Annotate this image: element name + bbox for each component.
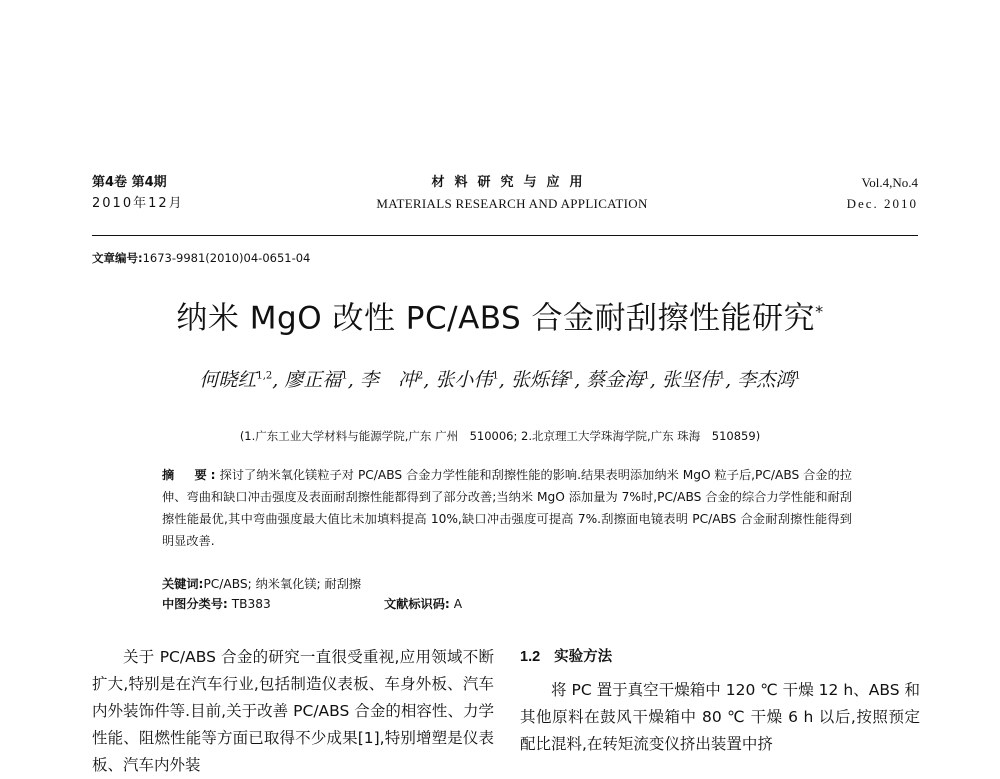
article-number-label: 文章编号: <box>92 251 143 265</box>
date-english-text: Dec. 2010 <box>846 196 918 211</box>
body-column-left <box>92 644 494 779</box>
author: 张烁锋$^1$, <box>510 369 587 392</box>
author-name: 廖正福 <box>284 369 342 392</box>
author-name: 何晓红 <box>199 369 257 392</box>
header-rule <box>92 235 918 236</box>
body-column-right <box>520 644 920 758</box>
author-affiliation-mark: 2 <box>416 371 424 382</box>
journal-name <box>312 172 712 214</box>
classification-label: 中图分类号: <box>162 597 228 611</box>
paper-title-text: 纳米 MgO 改性 PC/ABS 合金耐刮擦性能研究 <box>176 300 816 337</box>
author: 张小伟$^1$, <box>435 369 511 392</box>
article-number-value: 1673-9981(2010)04-0651-04 <box>142 251 311 265</box>
author-affiliation-mark: 1 <box>794 371 801 382</box>
author-affiliation-mark: 1 <box>341 371 348 382</box>
classification-value: TB383 <box>231 597 271 611</box>
keywords <box>162 574 361 594</box>
keywords-text: PC/ABS; 纳米氧化镁; 耐刮擦 <box>203 577 362 591</box>
author: 张坚伟$^1$, <box>661 369 738 392</box>
author: 蔡金海$^1$, <box>586 369 662 392</box>
author-name: 蔡金海 <box>586 369 644 392</box>
author-affiliation-mark: 1 <box>567 371 575 382</box>
author: 何晓红$^{1,2}$, <box>199 369 285 392</box>
document-code <box>384 594 462 614</box>
title-footnote-mark: * <box>815 302 824 321</box>
section-title: 实验方法 <box>554 649 613 665</box>
author-affiliation-mark: 1 <box>718 371 726 382</box>
author-name: 李杰鸿 <box>737 369 795 392</box>
running-header <box>92 172 918 226</box>
section-number: 1.2 <box>520 649 541 665</box>
classification <box>162 594 762 614</box>
author-affiliation-mark: 1 <box>643 371 650 382</box>
section-heading <box>520 644 920 671</box>
author-affiliation-mark: 1 <box>492 371 499 382</box>
publication-date-text: 2010年12月 <box>92 196 184 211</box>
journal-name-english: MATERIALS RESEARCH AND APPLICATION <box>376 196 648 211</box>
vol-no-text: Vol.4,No.4 <box>861 175 918 190</box>
method-paragraph: 将 PC 置于真空干燥箱中 120 ℃ 干燥 12 h、ABS 和其他原料在鼓风干燥箱中 80 ℃ 干燥 6 h 以后,按照预定配比混料,在转矩流变仪挤出装置中挤 <box>520 681 920 753</box>
affiliations: (1.广东工业大学材料与能源学院,广东 广州 510006; 2.北京理工大学珠海学院,广东 珠海 510859) <box>239 429 761 443</box>
document-code-value: A <box>453 597 463 611</box>
author: 李 冲$^2$, <box>359 369 436 392</box>
author-name: 张坚伟 <box>661 369 719 392</box>
abstract-label: 摘 要: <box>162 468 220 482</box>
author-affiliation-mark: 1,2 <box>256 371 273 382</box>
journal-volume-issue-english <box>758 172 918 214</box>
author-name: 李 冲 <box>359 369 417 392</box>
abstract <box>162 464 852 552</box>
author <box>737 369 800 391</box>
journal-name-chinese: 材料研究与应用 <box>431 175 593 190</box>
abstract-text: 探讨了纳米氧化镁粒子对 PC/ABS 合金力学性能和刮擦性能的影响.结果表明添加纳米 MgO 粒子后,PC/ABS 合金的拉伸、弯曲和缺口冲击强度及表面耐刮擦性能都得到了部分改善;当纳米 MgO 添加量为 7%时,PC/ABS 合金的综合力学性能和耐刮擦性能最优,其中弯曲强度最大值比未加填料提高 10%,缺口冲击强度可提高 7%.刮擦面电镜表明 PC/ABS 合金耐刮擦性能得到明显改善. <box>162 468 852 548</box>
document-code-label: 文献标识码: <box>384 597 450 611</box>
author-list <box>60 362 940 395</box>
author-name: 张烁锋 <box>510 369 568 392</box>
author: 廖正福$^1$, <box>284 369 360 392</box>
keywords-label: 关键词: <box>162 577 204 591</box>
author-name: 张小伟 <box>435 369 493 392</box>
journal-volume-issue <box>92 172 252 214</box>
volume-issue-text: 第4卷 第4期 <box>92 175 167 190</box>
paper-title <box>60 292 940 338</box>
intro-paragraph: 关于 PC/ABS 合金的研究一直很受重视,应用领域不断扩大,特别是在汽车行业,包括制造仪表板、车身外板、汽车内外装饰件等.目前,关于改善 PC/ABS 合金的相容性、力学性能、阻燃性能等方面已取得不少成果[1],特别增塑是仪表板、汽车内外装 <box>92 648 494 774</box>
article-number <box>92 250 310 266</box>
